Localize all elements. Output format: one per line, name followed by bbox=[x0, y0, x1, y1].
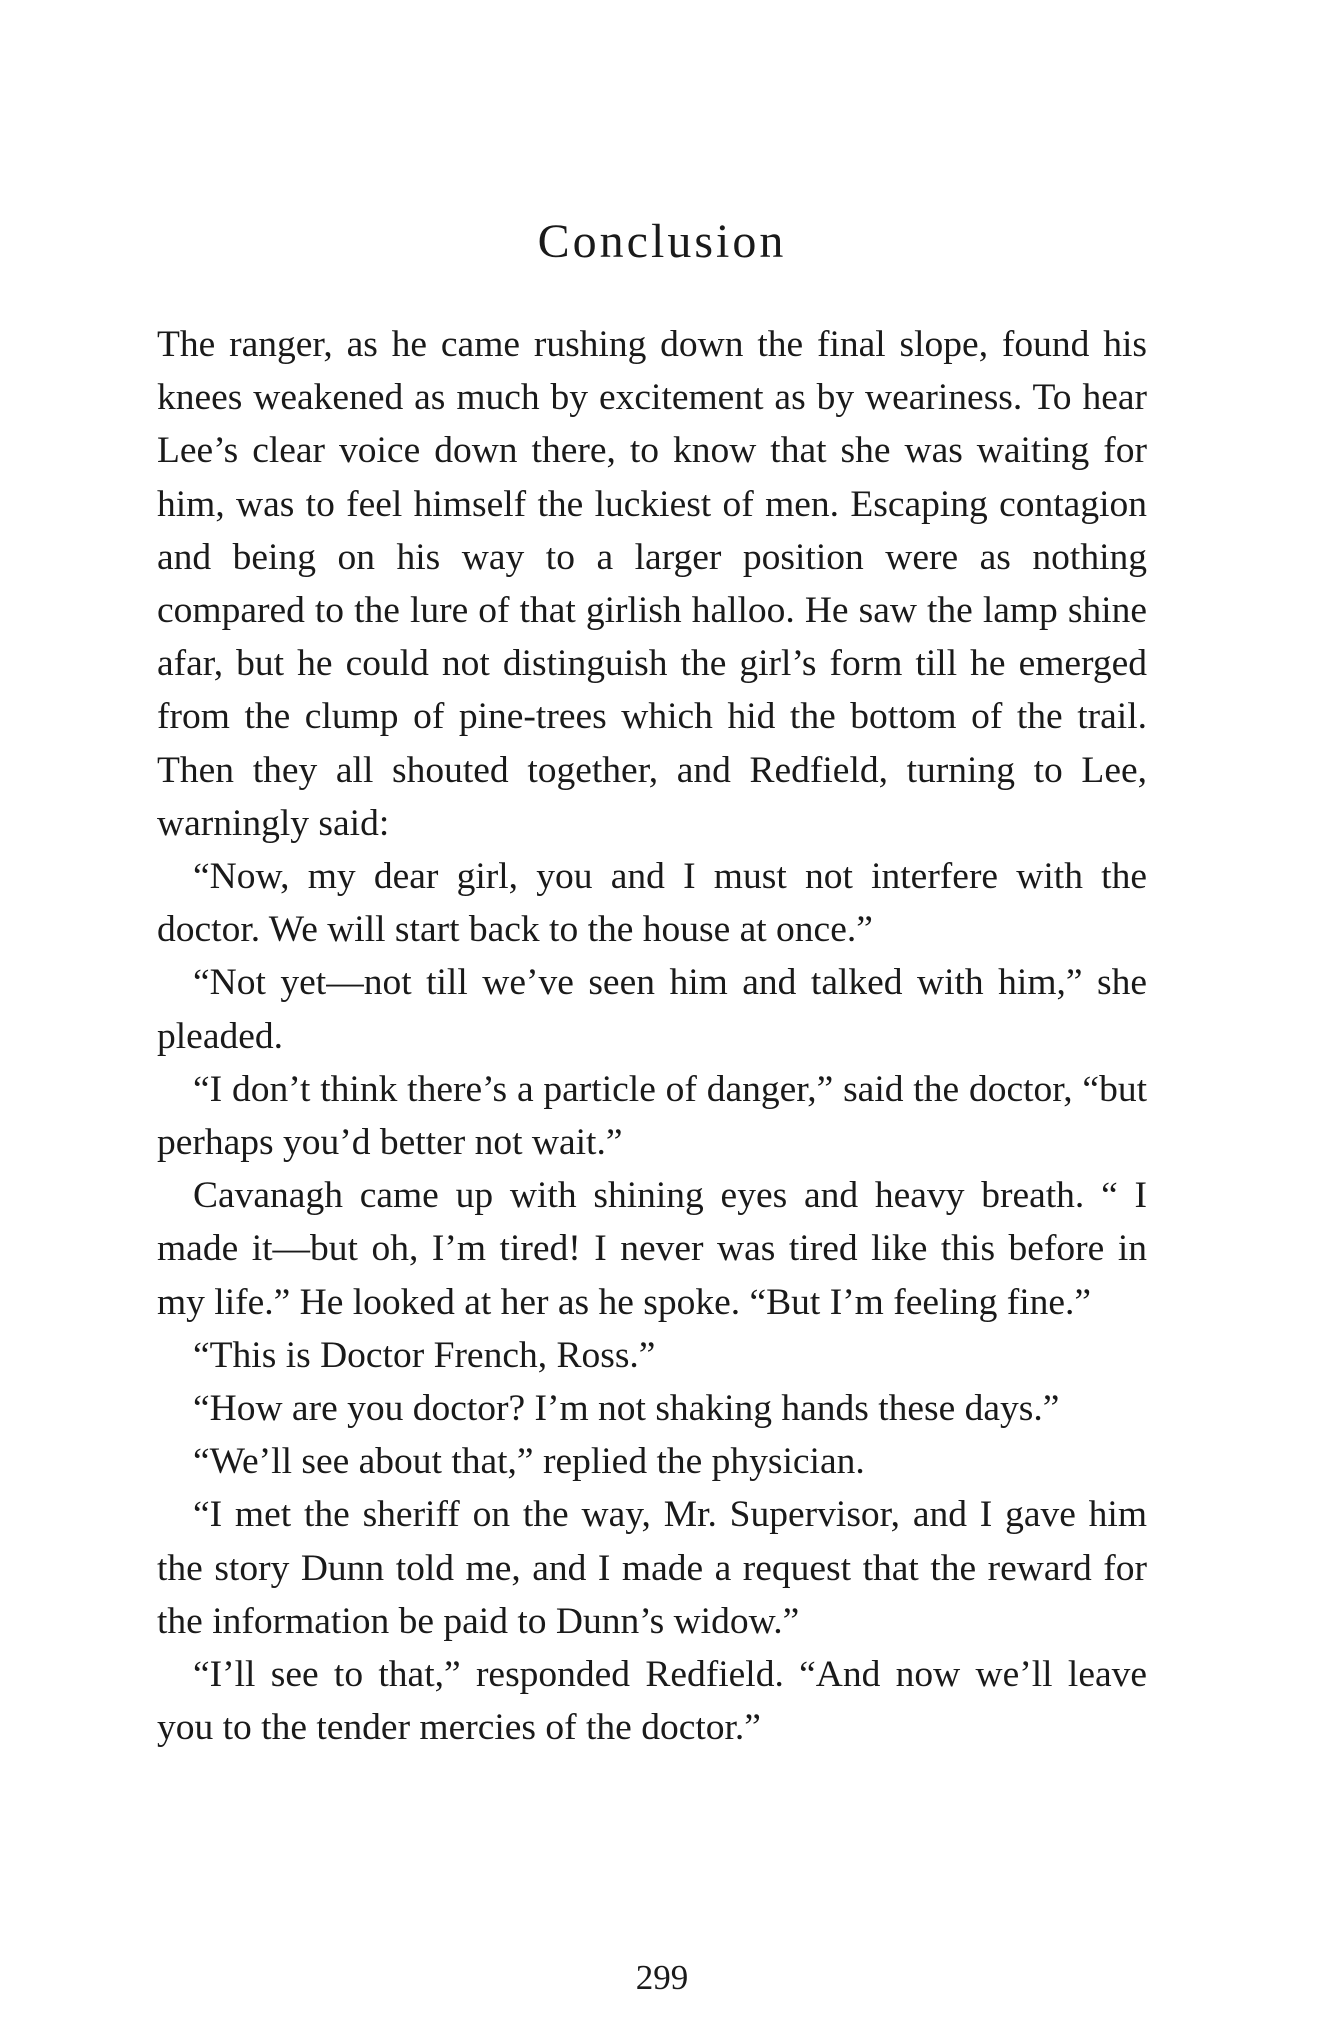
paragraph: “I’ll see to that,” responded Redfield. “And now we’ll leave you to the tender mercies of the doctor.” bbox=[157, 1654, 1147, 1749]
paragraph: Cavanagh came up with shining eyes and heavy breath. “ I made it—but oh, I’m tired! I never was tired like this before in my life.” He looked at her as he spoke. “But I’m feeling fine.” bbox=[157, 1175, 1147, 1323]
body-text bbox=[157, 318, 1147, 1754]
paragraph: “Not yet—not till we’ve seen him and talked with him,” she pleaded. bbox=[157, 962, 1147, 1057]
chapter-title: Conclusion bbox=[537, 215, 787, 268]
paragraph: “This is Doctor French, Ross.” bbox=[193, 1334, 656, 1376]
paragraph: The ranger, as he came rushing down the final slope, found his knees weakened as much by excitement as by weariness. To hear Lee’s clear voice down there, to know that she was waiting for him, was to feel himself the luckiest of men. Escaping contagion and being on his way to a larger position were as nothing compared to the lure of that girlish halloo. He saw the lamp shine afar, but he could not distinguish the girl’s form till he emerged from the clump of pine-trees which hid the bottom of the trail. Then they all shouted together, and Redfield, turning to Lee, warningly said: bbox=[157, 324, 1147, 844]
paragraph: “How are you doctor? I’m not shaking hands these days.” bbox=[193, 1388, 1060, 1430]
paragraph: “Now, my dear girl, you and I must not interfere with the doctor. We will start back to the house at once.” bbox=[157, 856, 1147, 951]
paragraph: “We’ll see about that,” replied the physician. bbox=[193, 1441, 865, 1483]
page-number: 299 bbox=[635, 1958, 689, 1997]
paragraph: “I don’t think there’s a particle of danger,” said the doctor, “but perhaps you’d better not wait.” bbox=[157, 1068, 1147, 1164]
paragraph: “I met the sheriff on the way, Mr. Supervisor, and I gave him the story Dunn told me, and I made a request that the reward for the information be paid to Dunn’s widow.” bbox=[157, 1494, 1147, 1642]
